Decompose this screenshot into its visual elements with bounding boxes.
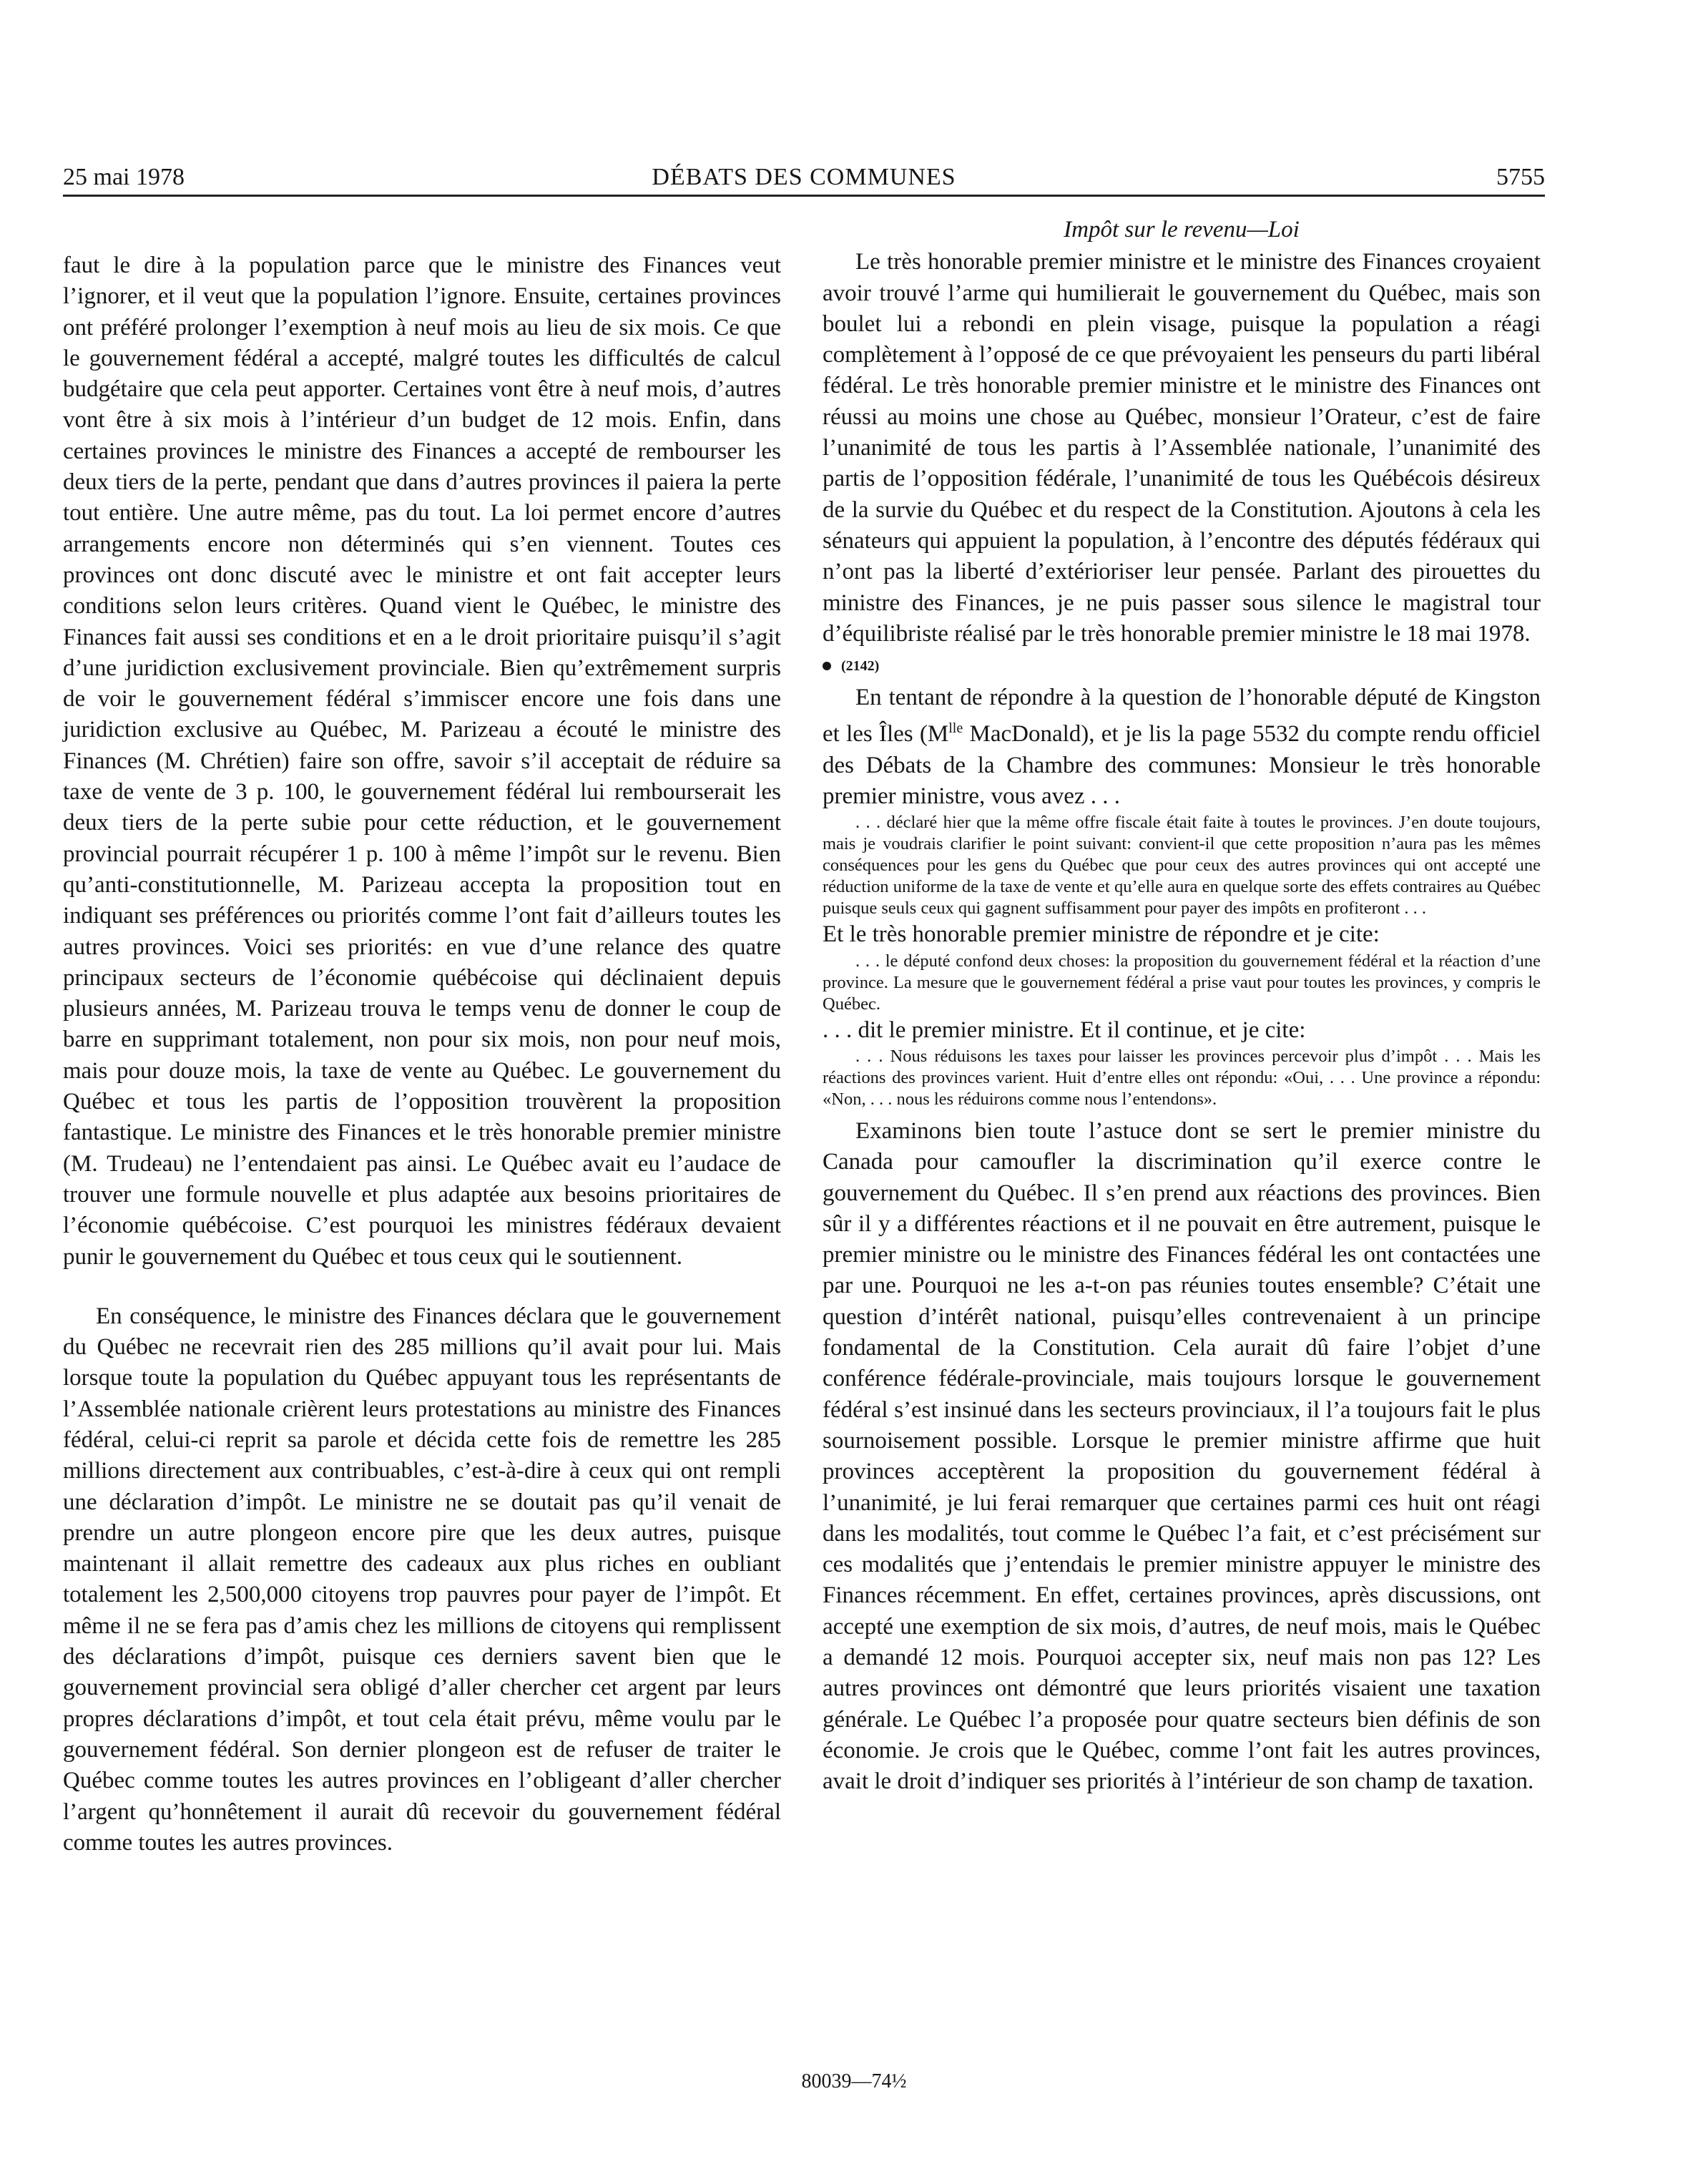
- page-footer-code: 80039—74½: [801, 2070, 907, 2092]
- left-column: [63, 250, 781, 1859]
- header-page-number: 5755: [1496, 164, 1545, 190]
- quote-block-1: . . . déclaré hier que la même offre fiscale était faite à toutes le provinces. J’en doute toujours, mais je voudrais clarifier le point suivant: convient-il que cette proposition n’aura pas les mêmes conséquences pour les gens du Québec que pour ceux des autres provinces qui ont accepté une réduction uniforme de la taxe de vente et qu’elle aura en quelque sorte des effets contraires au Québec puisque seuls ceux qui gagnent suffisamment pour payer des impôts en profiteront . . .: [823, 813, 1541, 919]
- paragraph-2-text-b: MacDonald), et je lis la page 5532 du compte rendu officiel des Débats de la Chambre des communes: Monsieur le très honorable premier ministre, vous avez . . .: [823, 721, 1541, 810]
- left-paragraph-1: faut le dire à la population parce que le ministre des Finances veut l’ignorer, et il veut que la population l’ignore. Ensuite, certaines provinces ont préféré prolonger l’exemption à neuf mois au lieu de six mois. Ce que le gouvernement fédéral a accepté, malgré toutes les difficultés de calcul budgétaire que cela peut apporter. Certaines vont être à neuf mois, d’autres vont être à six mois à l’intérieur d’un budget de 12 mois. Enfin, dans certaines provinces le ministre des Finances a accepté de rembourser les deux tiers de la perte, pendant que dans d’autres provinces il paiera la perte tout entière. Une autre même, pas du tout. La loi permet encore d’autres arrangements encore non déterminés qui s’en viennent. Toutes ces provinces ont donc discuté avec le ministre et ont fait accepter leurs conditions selon leurs critères. Quand vient le Québec, le ministre des Finances fait aussi ses conditions et en a le droit prioritaire puisqu’il s’agit d’une juridiction exclusivement provinciale. Bien qu’extrêmement surpris de voir le gouvernement fédéral s’immiscer encore une fois dans une juridiction exclusive au Québec, M. Parizeau a écouté le ministre des Finances (M. Chrétien) faire son offre, savoir s’il acceptait de réduire sa taxe de vente de 3 p. 100, le gouvernement fédéral lui rembourserait les deux tiers de la perte subie pour cette réduction, et le gouvernement provincial pourrait récupérer 1 p. 100 à même l’impôt sur le revenu. Bien qu’anti-constitutionnelle, M. Parizeau accepta la proposition tout en indiquant ses préférences ou priorités comme l’ont fait d’ailleurs toutes les autres provinces. Voici ses priorités: en vue d’une relance des quatre principaux secteurs de l’économie québécoise qui déclinaient depuis plusieurs années, M. Parizeau trouva le temps venu de donner le coup de barre en supprimant totalement, non pour six mois, non pour neuf mois, mais pour douze mois, la taxe de vente au Québec. Le gouvernement du Québec et tous les partis de l’opposition trouvèrent la proposition fantastique. Le ministre des Finances et le très honorable premier ministre (M. Trudeau) ne l’entendaient pas ainsi. Le Québec avait eu l’audace de trouver une formule nouvelle et plus adaptée aux besoins prioritaires de l’économie québécoise. C’est pourquoi les ministres fédéraux devaient punir le gouvernement du Québec et tous ceux qui le soutiennent.: [63, 253, 781, 1270]
- page-header: [63, 160, 1545, 195]
- section-heading: Impôt sur le revenu—Loi: [1064, 217, 1300, 243]
- right-paragraph-2: [823, 682, 1541, 812]
- header-date: 25 mai 1978: [63, 164, 185, 190]
- time-marker-label: (2142): [841, 658, 880, 675]
- quote-block-3: . . . Nous réduisons les taxes pour laisser les provinces percevoir plus d’impôt . . . Mais les réactions des provinces varient. Huit d’entre elles ont répondu: «Oui, . . . Une province a répondu: «Non, . . . nous les réduirons comme nous l’entendons».: [823, 1046, 1541, 1109]
- header-title: DÉBATS DES COMMUNES: [652, 164, 956, 190]
- right-paragraph-1: Le très honorable premier ministre et le ministre des Finances croyaient avoir trouvé l’arme qui humilierait le gouvernement du Québec, mais son boulet lui a rebondi en plein visage, puisque la population a réagi complètement à l’opposé de ce que prévoyaient les penseurs du parti libéral fédéral. Le très honorable premier ministre et le ministre des Finances ont réussi au moins une chose au Québec, monsieur l’Orateur, c’est de faire l’unanimité de tous les partis à l’Assemblée nationale, l’unanimité des partis de l’opposition fédérale, l’unanimité de tous les Québécois désireux de la survie du Québec et du respect de la Constitution. Ajoutons à cela les sénateurs qui appuient la population, à l’encontre des députés fédéraux qui n’ont pas la liberté d’extérioriser leur pensée. Parlant des pirouettes du ministre des Finances, je ne puis passer sous silence le magistral tour d’équilibriste réalisé par le très honorable premier ministre le 18 mai 1978.: [823, 249, 1541, 647]
- paragraph-2-text-a: En tentant de répondre à la question de l’honorable député de Kingston et les Îles (M: [823, 685, 1541, 748]
- time-marker: [823, 655, 1541, 677]
- quote-block-2: . . . le député confond deux choses: la proposition du gouvernement fédéral et la réaction d’une province. La mesure que le gouvernement fédéral a prise vaut pour toutes les provinces, y compris le Québec.: [823, 951, 1541, 1014]
- paragraph-gap: [63, 1273, 781, 1301]
- right-line-1: Et le très honorable premier ministre de répondre et je cite:: [823, 921, 1380, 948]
- bullet-dot-icon: [823, 662, 831, 670]
- right-paragraph-3: Examinons bien toute l’astuce dont se sert le premier ministre du Canada pour camoufler la discrimination qu’il exerce contre le gouvernement du Québec. Il s’en prend aux réactions des provinces. Bien sûr il y a différentes réactions et il ne pouvait en être autrement, puisque le premier ministre ou le ministre des Finances fédéral les ont contactées une par une. Pourquoi ne les a-t-on pas réunies toutes ensemble? C’était une question d’intérêt national, puisqu’elles contrevenaient à un principe fondamental de la Constitution. Cela aurait dû faire l’objet d’une conférence fédérale-provinciale, mais toujours lorsque le gouvernement fédéral s’est insinué dans les secteurs provinciaux, il l’a toujours fait le plus sournoisement possible. Lorsque le premier ministre affirme que huit provinces acceptèrent la proposition du gouvernement fédéral à l’unanimité, je lui ferai remarquer que certaines parmi ces huit ont réagi dans les modalités, tout comme le Québec l’a fait, et c’est précisément sur ces modalités que j’entendais le premier ministre appuyer le ministre des Finances récemment. En effet, certaines provinces, après discussions, ont accepté une exemption de six mois, d’autres, de neuf mois, mais le Québec a demandé 12 mois. Pourquoi accepter six, neuf mais non pas 12? Les autres provinces ont démontré que leurs priorités visaient une taxation générale. Le Québec l’a proposée pour quatre secteurs bien définis de son économie. Je crois que le Québec, comme l’ont fait les autres provinces, avait le droit d’indiquer ses priorités à l’intérieur de son champ de taxation.: [823, 1117, 1541, 1795]
- header-rule: [63, 195, 1545, 197]
- right-line-2: . . . dit le premier ministre. Et il continue, et je cite:: [823, 1017, 1306, 1043]
- left-paragraph-2: En conséquence, le ministre des Finances déclara que le gouvernement du Québec ne recevrait rien des 285 millions qu’il avait pour lui. Mais lorsque toute la population du Québec appuyant tous les représentants de l’Assemblée nationale crièrent leurs protestations au ministre des Finances fédéral, celui-ci reprit sa parole et décida cette fois de remettre les 285 millions directement aux contribuables, c’est-à-dire à ceux qui ont rempli une déclaration d’impôt. Le ministre ne se doutait pas qu’il venait de prendre un autre plongeon encore pire que les deux autres, puisque maintenant il allait remettre des cadeaux aux plus riches en oubliant totalement les 2,500,000 citoyens trop pauvres pour payer de l’impôt. Et même il ne se fera pas d’amis chez les millions de citoyens qui remplissent des déclarations d’impôt, puisque ces derniers savent bien que le gouvernement provincial sera obligé d’aller chercher cet argent par leurs propres déclarations d’impôt, et tout cela était prévu, même voulu par le gouvernement fédéral. Son dernier plongeon est de refuser de traiter le Québec comme toutes les autres provinces en l’obligeant d’aller chercher l’argent qu’honnêtement il aurait dû recevoir du gouvernement fédéral comme toutes les autres provinces.: [63, 1303, 781, 1856]
- paragraph-2-superscript: lle: [948, 720, 963, 737]
- right-column: [823, 215, 1541, 1797]
